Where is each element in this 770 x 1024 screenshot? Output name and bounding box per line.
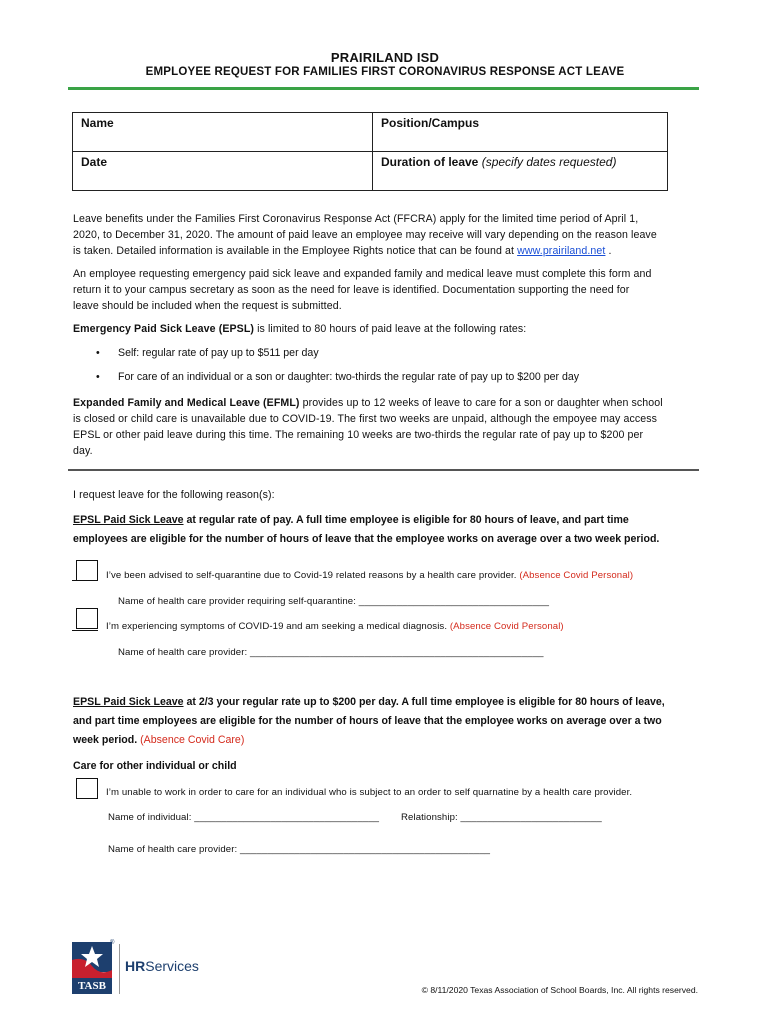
website-link[interactable]: www.prairiland.net <box>517 245 606 257</box>
section-2-line3 <box>73 731 699 750</box>
intro-p2-line2: return it to your campus secretary as soon as the need for leave is identified. Documentation supporting the need for <box>73 284 630 296</box>
option-2-tag: (Absence Covid Personal) <box>449 621 564 632</box>
name-field[interactable] <box>73 113 373 152</box>
option-2-underline <box>72 630 98 631</box>
option-3-checkbox[interactable] <box>76 778 98 799</box>
hr-services-logo <box>125 958 199 974</box>
hr-rest: Services <box>145 958 199 974</box>
intro-paragraph-2 <box>73 266 699 314</box>
section-2-line2: and part time employees are eligible for the number of hours of leave that the employee works on average over a two <box>73 715 662 727</box>
tasb-logo-text: TASB <box>78 980 106 992</box>
section-1-underlined: EPSL Paid Sick Leave <box>73 514 184 526</box>
employee-info-table <box>72 112 668 191</box>
section-2-tag: (Absence Covid Care) <box>140 734 245 746</box>
document-title: PRAIRILAND ISD <box>330 50 440 65</box>
intro-p1-end: . <box>608 245 612 257</box>
option-1-underline <box>72 580 98 581</box>
date-field[interactable] <box>73 152 373 191</box>
efml-rest: provides up to 12 weeks of leave to care for a son or daughter when school <box>299 397 663 409</box>
option-1-checkbox[interactable] <box>76 560 98 581</box>
name-label: Name <box>81 116 114 130</box>
duration-field[interactable] <box>373 152 668 191</box>
registered-mark: ® <box>110 940 115 946</box>
option-2-text: I’m experiencing symptoms of COVID-19 and am seeking a medical diagnosis. <box>106 621 448 632</box>
request-intro: I request leave for the following reason(s): <box>73 489 275 501</box>
care-heading: Care for other individual or child <box>73 760 237 772</box>
epsl-intro <box>73 321 699 337</box>
header-divider <box>68 87 699 90</box>
efml-line3: EPSL or other paid leave during this time. The remaining 10 weeks are two-thirds the regular rate of pay up to $200 per <box>73 429 644 441</box>
epsl-rest: is limited to 80 hours of paid leave at the following rates: <box>254 323 527 335</box>
option-3-provider-field[interactable]: Name of health care provider: ______________________________________________ <box>108 844 491 855</box>
document-subtitle: EMPLOYEE REQUEST FOR FAMILIES FIRST CORONAVIRUS RESPONSE ACT LEAVE <box>145 66 625 78</box>
individual-name-field[interactable]: Name of individual: __________________________________ <box>108 812 380 823</box>
efml-line1 <box>73 395 699 411</box>
intro-p1-line3 <box>73 243 699 259</box>
intro-p1-line1: Leave benefits under the Families First Coronavirus Response Act (FFCRA) apply for the limited time period of April 1, <box>73 213 639 225</box>
section-1-line2: employees are eligible for the number of hours of leave that the employee works on average over a two week period. <box>73 533 660 545</box>
section-1-rest: at regular rate of pay. A full time employee is eligible for 80 hours of leave, and part time <box>183 514 629 526</box>
option-2-checkbox[interactable] <box>76 608 98 629</box>
option-1-provider-field[interactable]: Name of health care provider requiring self-quarantine: ___________________________________ <box>118 596 550 607</box>
duration-hint: (specify dates requested) <box>481 155 617 169</box>
copyright: © 8/11/2020 Texas Association of School Boards, Inc. All rights reserved. <box>421 985 698 995</box>
option-1-label <box>106 570 633 581</box>
hr-bold: HR <box>125 958 146 974</box>
logo-divider <box>119 944 120 994</box>
section-2-line1 <box>73 693 699 712</box>
position-campus-label: Position/Campus <box>381 116 480 130</box>
section-divider <box>68 469 699 471</box>
efml-paragraph <box>73 395 699 459</box>
section-2-rest: at 2/3 your regular rate up to $200 per day. A full time employee is eligible for 80 hours of leave, <box>183 696 665 708</box>
section-2-underlined: EPSL Paid Sick Leave <box>73 696 184 708</box>
bullet-1-text: Self: regular rate of pay up to $511 per day <box>118 347 319 359</box>
intro-p2-line1: An employee requesting emergency paid sick leave and expanded family and medical leave must complete this form and <box>73 268 652 280</box>
efml-line4: day. <box>73 445 93 457</box>
option-2-provider-field[interactable]: Name of health care provider: ______________________________________________________ <box>118 647 544 658</box>
option-2-label <box>106 621 564 632</box>
position-campus-field[interactable] <box>373 113 668 152</box>
tasb-logo <box>70 942 114 996</box>
option-1-tag: (Absence Covid Personal) <box>519 570 634 581</box>
efml-bold: Expanded Family and Medical Leave (EFML) <box>73 397 300 409</box>
intro-paragraph-1 <box>73 211 699 259</box>
date-label: Date <box>81 155 108 169</box>
efml-line2: is closed or child care is unavailable due to COVID-19. The first two weeks are unpaid, although the empoyee may access <box>73 413 658 425</box>
option-3-text: I’m unable to work in order to care for an individual who is subject to an order to self quarnatine by a health care provider. <box>106 787 633 798</box>
section-2-heading <box>73 693 699 750</box>
intro-p1-line2: 2020, to December 31, 2020. The amount of paid leave an employee may receive will vary depending on the reason leave <box>73 229 657 241</box>
relationship-field[interactable]: Relationship: __________________________ <box>401 812 602 823</box>
intro-p1-line3-text: is taken. Detailed information is available in the Employee Rights notice that can be found at <box>73 245 515 257</box>
epsl-bold: Emergency Paid Sick Leave (EPSL) <box>73 323 255 335</box>
duration-label: Duration of leave <box>381 155 479 169</box>
bullet-1-symbol: • <box>96 347 100 359</box>
section-1-heading <box>73 511 699 549</box>
section-2-line3-text: week period. <box>73 734 138 746</box>
intro-p2-line3: leave should be included when the request is submitted. <box>73 300 342 312</box>
bullet-2-symbol: • <box>96 371 100 383</box>
bullet-2-text: For care of an individual or a son or daughter: two-thirds the regular rate of pay up to $200 per day <box>118 371 580 383</box>
option-1-text: I’ve been advised to self-quarantine due to Covid-19 related reasons by a health care provider. <box>106 570 517 581</box>
section-1-line1 <box>73 511 699 530</box>
